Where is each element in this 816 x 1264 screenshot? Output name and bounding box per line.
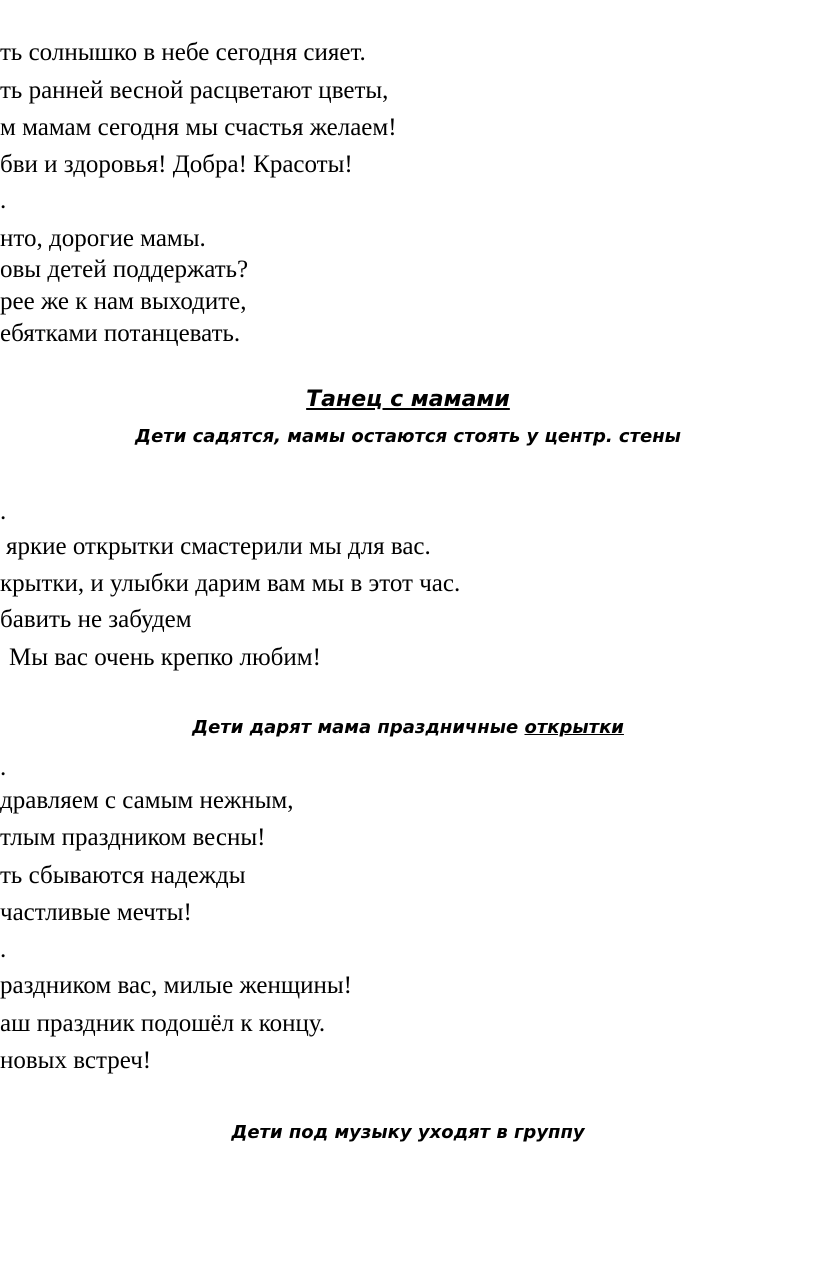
- poem-line: ебятками потанцевать.: [0, 320, 241, 347]
- poem-line: овы детей поддержать?: [0, 256, 249, 283]
- poem-line: м мамам сегодня мы счастья желаем!: [0, 114, 397, 141]
- poem-line: новых встреч!: [0, 1047, 152, 1074]
- speaker-mark: .: [0, 187, 7, 214]
- poem-line: бви и здоровья! Добра! Красоты!: [0, 151, 353, 178]
- speaker-mark: .: [0, 754, 7, 781]
- dance-heading: Танец с мамами: [306, 387, 510, 412]
- poem-line: крытки, и улыбки дарим вам мы в этот час.: [0, 570, 461, 597]
- poem-line: частливые мечты!: [0, 899, 192, 926]
- poem-line: тлым праздником весны!: [0, 824, 266, 851]
- poem-line: аш праздник подошёл к концу.: [0, 1010, 326, 1037]
- poem-line: яркие открытки смастерили мы для вас.: [6, 533, 431, 560]
- stage-direction: Дети садятся, мамы остаются стоять у центр. стены: [135, 426, 681, 447]
- poem-line: ть сбываются надежды: [0, 862, 246, 889]
- stage-direction-text: Дети дарят мама праздничные: [192, 717, 525, 738]
- stage-direction: Дети под музыку уходят в группу: [231, 1122, 585, 1143]
- poem-line: ть ранней весной расцветают цветы,: [0, 77, 389, 104]
- poem-line: рее же к нам выходите,: [0, 288, 247, 315]
- poem-line: бавить не забудем: [0, 606, 192, 633]
- speaker-mark: .: [0, 936, 7, 963]
- poem-line: раздником вас, милые женщины!: [0, 972, 353, 999]
- stage-direction: [0, 716, 816, 740]
- speaker-mark: .: [0, 498, 7, 525]
- stage-direction-underlined: открытки: [524, 717, 624, 738]
- poem-line: дравляем с самым нежным,: [0, 787, 294, 814]
- poem-line: ть солнышко в небе сегодня сияет.: [0, 39, 366, 66]
- poem-line: нто, дорогие мамы.: [0, 225, 206, 252]
- poem-line: Мы вас очень крепко любим!: [9, 644, 321, 671]
